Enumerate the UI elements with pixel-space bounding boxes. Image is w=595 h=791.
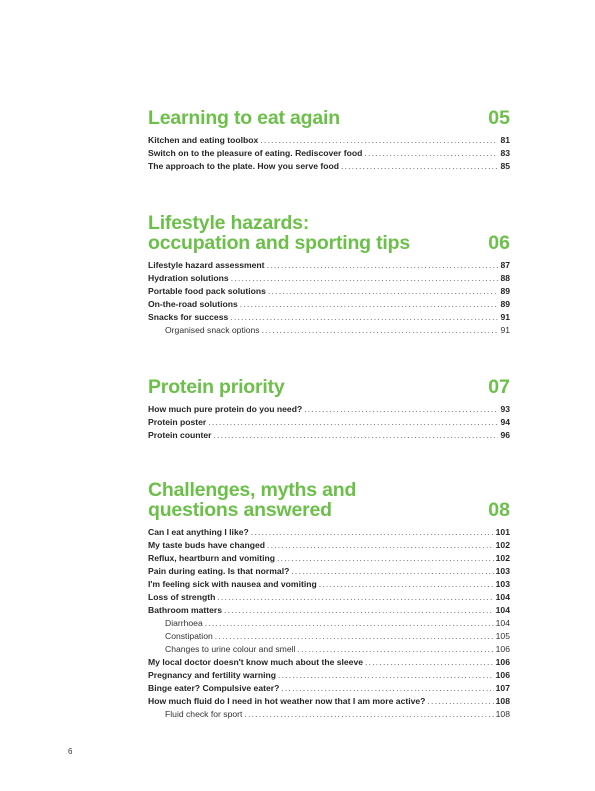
entry-label: My taste buds have changed: [148, 540, 266, 550]
entry-page: 103: [495, 579, 510, 589]
leader-dots: [267, 539, 494, 552]
toc-subentry[interactable]: [148, 643, 510, 656]
section-title: [148, 108, 340, 128]
entry-page: 85: [500, 161, 510, 171]
entry-page: 108: [495, 709, 510, 719]
entry-page: 94: [500, 417, 510, 427]
toc-section: [148, 377, 510, 442]
entry-page: 89: [500, 286, 510, 296]
section-title: [148, 377, 285, 397]
leader-dots: [365, 656, 494, 669]
entry-label: Protein counter: [148, 430, 212, 440]
leader-dots: [267, 259, 499, 272]
leader-dots: [277, 552, 494, 565]
leader-dots: [281, 682, 493, 695]
toc-entry[interactable]: [148, 682, 510, 695]
entry-label: How much pure protein do you need?: [148, 404, 303, 414]
toc-entry[interactable]: [148, 416, 510, 429]
entry-page: 91: [500, 312, 510, 322]
toc-subentry[interactable]: [148, 708, 510, 721]
entry-label: The approach to the plate. How you serve food: [148, 161, 339, 171]
entry-page: 104: [495, 592, 510, 602]
toc-entry[interactable]: [148, 656, 510, 669]
toc-entry[interactable]: [148, 298, 510, 311]
entry-label: Pregnancy and fertility warning: [148, 670, 276, 680]
toc-entry[interactable]: [148, 565, 510, 578]
entry-page: 89: [500, 299, 510, 309]
entry-label: Hydration solutions: [148, 273, 229, 283]
toc-entry[interactable]: [148, 578, 510, 591]
leader-dots: [244, 708, 493, 721]
toc-entry[interactable]: [148, 272, 510, 285]
entry-page: 91: [500, 325, 510, 335]
leader-dots: [364, 147, 498, 160]
section-title-line: Challenges, myths and: [148, 479, 357, 501]
toc-entry[interactable]: [148, 147, 510, 160]
entry-label: Bathroom matters: [148, 605, 223, 615]
toc-entry[interactable]: [148, 403, 510, 416]
toc-entry[interactable]: [148, 604, 510, 617]
entry-page: 81: [500, 135, 510, 145]
leader-dots: [217, 591, 493, 604]
entry-label: I'm feeling sick with nausea and vomiting: [148, 579, 317, 589]
leader-dots: [278, 669, 494, 682]
toc-section: [148, 108, 510, 173]
section-title-line: Learning to eat again: [148, 107, 340, 129]
toc-entry[interactable]: [148, 526, 510, 539]
section-number: 05: [488, 107, 510, 129]
entry-label: How much fluid do I need in hot weather now that I am more active?: [148, 696, 426, 706]
toc-entry[interactable]: [148, 669, 510, 682]
entry-label: Portable food pack solutions: [148, 286, 266, 296]
entry-page: 106: [495, 657, 510, 667]
section-header: [148, 108, 510, 128]
entry-label: Fluid check for sport: [165, 709, 243, 719]
leader-dots: [231, 272, 499, 285]
leader-dots: [230, 311, 498, 324]
entry-page: 87: [500, 260, 510, 270]
table-of-contents: [148, 108, 510, 749]
toc-entry[interactable]: [148, 552, 510, 565]
section-number: 06: [488, 232, 510, 254]
entry-label: Can I eat anything I like?: [148, 527, 249, 537]
entry-label: Switch on to the pleasure of eating. Rediscover food: [148, 148, 363, 158]
entry-page: 83: [500, 148, 510, 158]
leader-dots: [214, 429, 499, 442]
leader-dots: [268, 285, 499, 298]
entry-page: 101: [495, 527, 510, 537]
section-header: [148, 377, 510, 397]
section-header: [148, 480, 510, 520]
toc-entry[interactable]: [148, 160, 510, 173]
section-title-line: Protein priority: [148, 376, 285, 398]
entry-page: 107: [495, 683, 510, 693]
toc-entry[interactable]: [148, 695, 510, 708]
leader-dots: [240, 298, 499, 311]
entry-page: 96: [500, 430, 510, 440]
toc-section: [148, 480, 510, 721]
entry-page: 103: [495, 566, 510, 576]
entry-label: My local doctor doesn't know much about the sleeve: [148, 657, 364, 667]
entry-label: Diarrhoea: [165, 618, 203, 628]
toc-entry[interactable]: [148, 285, 510, 298]
leader-dots: [260, 134, 498, 147]
leader-dots: [205, 617, 494, 630]
entry-label: Snacks for success: [148, 312, 229, 322]
entry-label: Pain during eating. Is that normal?: [148, 566, 290, 576]
entry-page: 106: [495, 670, 510, 680]
entry-label: On-the-road solutions: [148, 299, 238, 309]
entry-label: Loss of strength: [148, 592, 216, 602]
section-header: [148, 213, 510, 253]
toc-subentry[interactable]: [148, 617, 510, 630]
toc-entry[interactable]: [148, 429, 510, 442]
leader-dots: [319, 578, 494, 591]
leader-dots: [291, 565, 493, 578]
toc-entry[interactable]: [148, 311, 510, 324]
leader-dots: [208, 416, 498, 429]
section-title: [148, 480, 356, 520]
toc-entry[interactable]: [148, 591, 510, 604]
toc-entry[interactable]: [148, 134, 510, 147]
entry-label: Kitchen and eating toolbox: [148, 135, 259, 145]
leader-dots: [297, 643, 493, 656]
toc-section: [148, 213, 510, 337]
leader-dots: [251, 526, 494, 539]
entry-page: 106: [495, 644, 510, 654]
leader-dots: [262, 324, 499, 337]
entry-page: 102: [495, 540, 510, 550]
section-number: 08: [488, 499, 510, 521]
entry-page: 102: [495, 553, 510, 563]
entry-page: 104: [495, 618, 510, 628]
section-number: 07: [488, 376, 510, 398]
entry-label: Constipation: [165, 631, 213, 641]
entry-label: Binge eater? Compulsive eater?: [148, 683, 280, 693]
entry-page: 104: [495, 605, 510, 615]
leader-dots: [215, 630, 494, 643]
entry-label: Reflux, heartburn and vomiting: [148, 553, 276, 563]
section-title-line: questions answered: [148, 499, 332, 521]
toc-entry[interactable]: [148, 539, 510, 552]
leader-dots: [304, 403, 498, 416]
leader-dots: [427, 695, 493, 708]
leader-dots: [341, 160, 498, 173]
entry-page: 105: [495, 631, 510, 641]
page-number: 6: [68, 747, 73, 756]
entry-label: Lifestyle hazard assessment: [148, 260, 265, 270]
section-title-line: Lifestyle hazards:: [148, 212, 310, 234]
leader-dots: [224, 604, 494, 617]
entry-label: Changes to urine colour and smell: [165, 644, 296, 654]
toc-subentry[interactable]: [148, 324, 510, 337]
entry-label: Organised snack options: [165, 325, 260, 335]
entry-page: 88: [500, 273, 510, 283]
toc-entry[interactable]: [148, 259, 510, 272]
toc-subentry[interactable]: [148, 630, 510, 643]
section-title-line: occupation and sporting tips: [148, 232, 410, 254]
entry-page: 108: [495, 696, 510, 706]
section-title: [148, 213, 410, 253]
entry-page: 93: [500, 404, 510, 414]
entry-label: Protein poster: [148, 417, 207, 427]
